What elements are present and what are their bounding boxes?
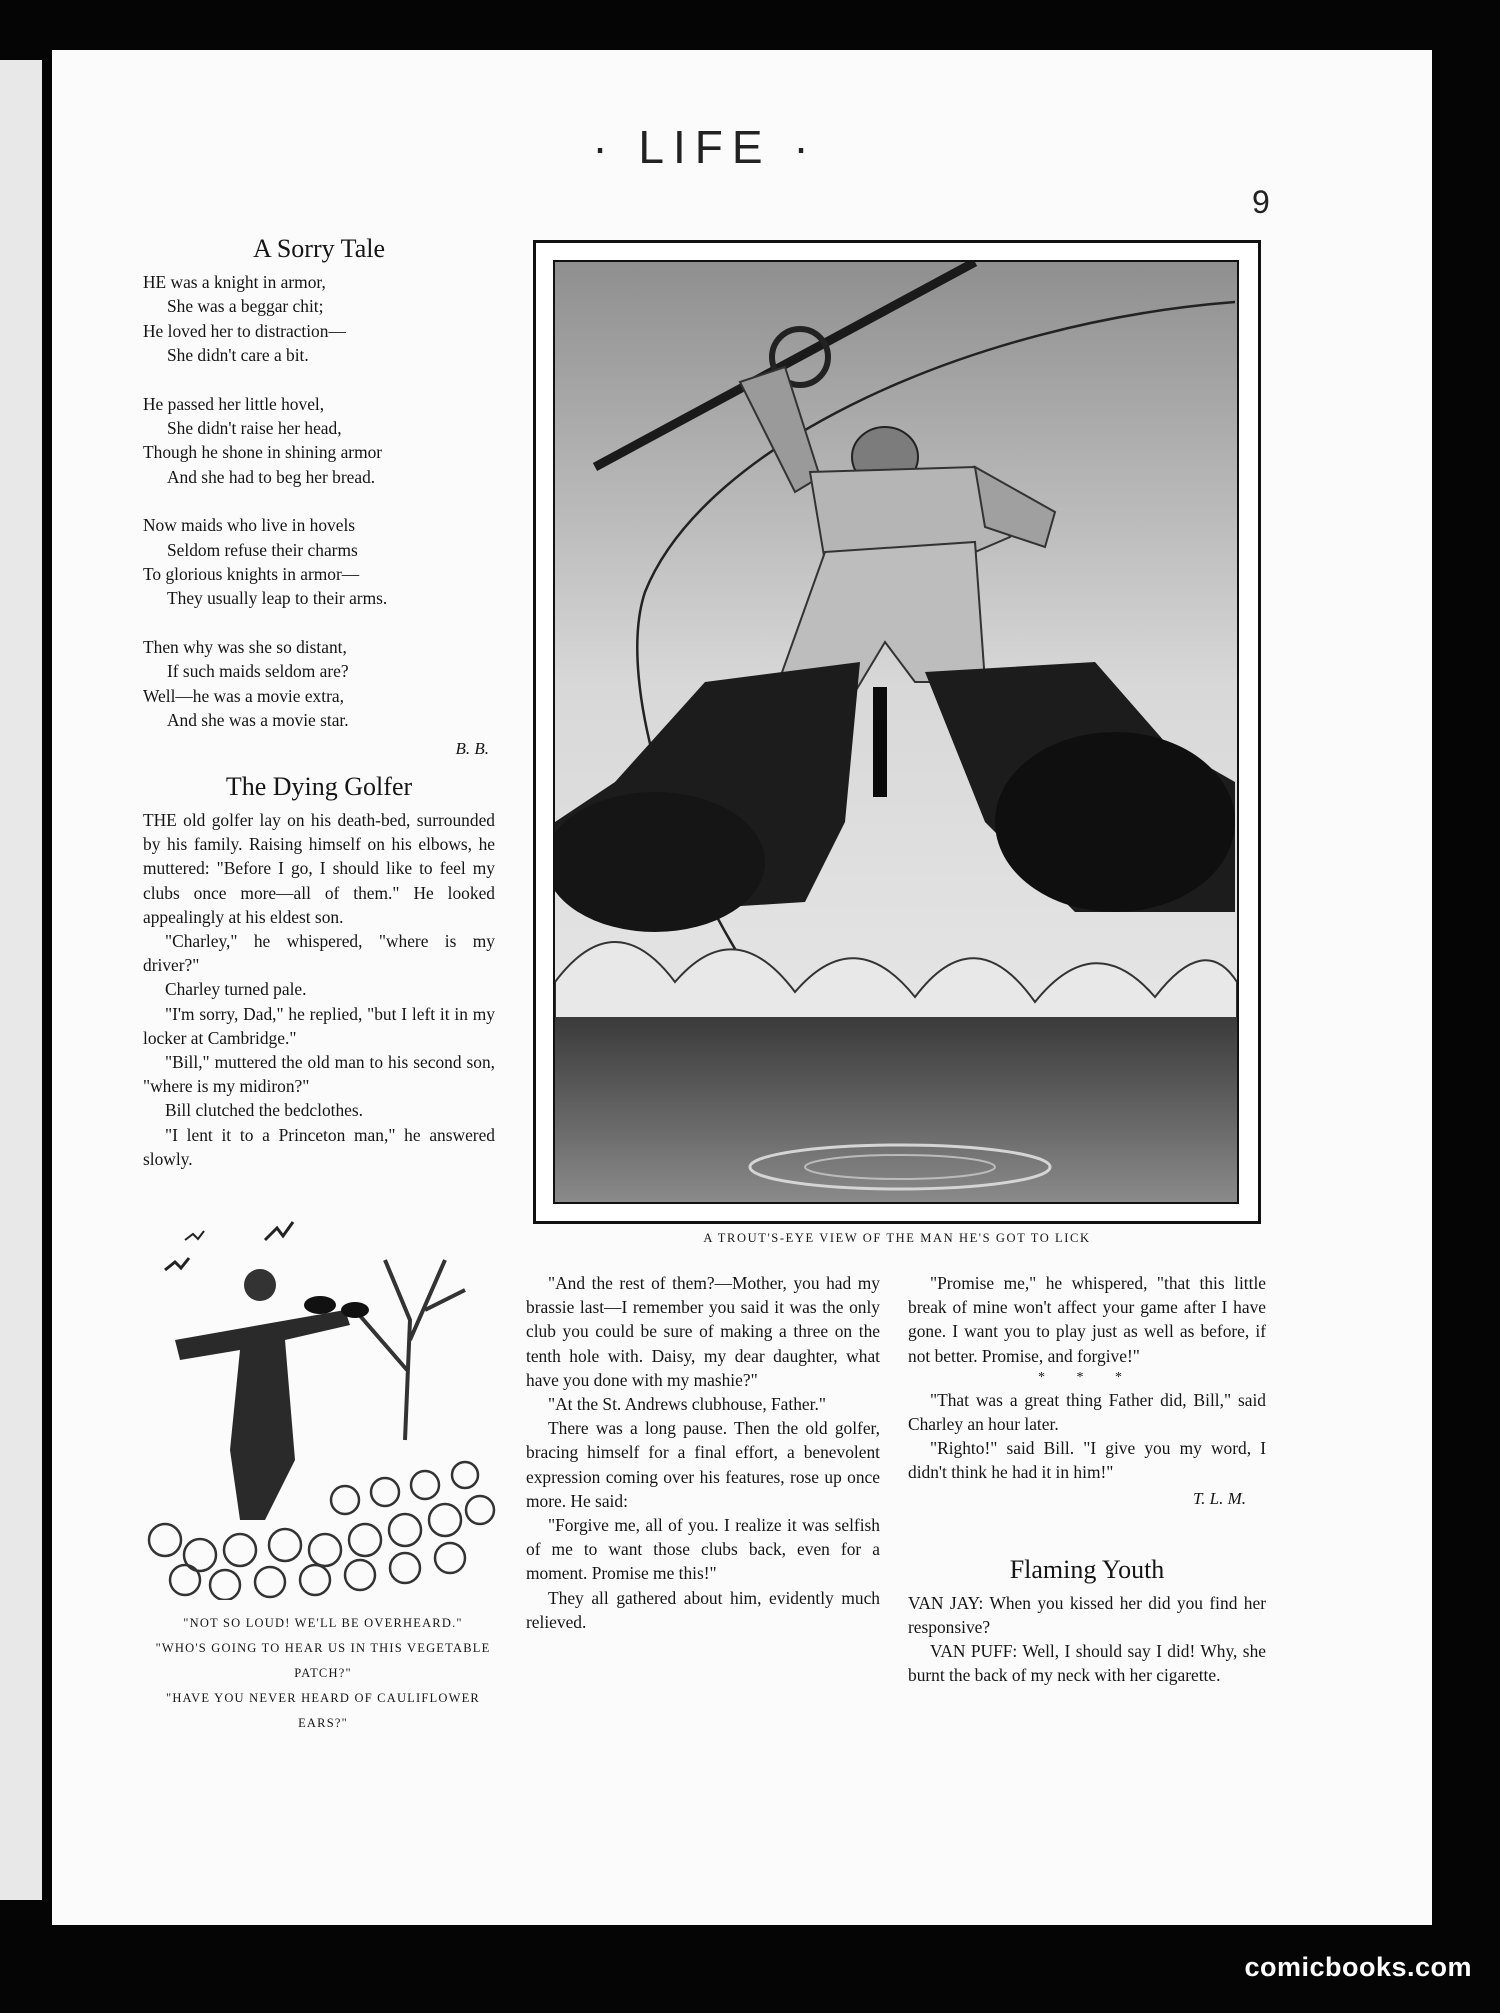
adjacent-page-edge xyxy=(0,60,48,1900)
masthead: · LIFE · xyxy=(592,121,818,173)
sorry-tale-poem xyxy=(143,270,495,733)
paragraph: They all gathered about him, evidently much relieved. xyxy=(526,1587,880,1632)
cartoon-caption xyxy=(143,1611,503,1736)
poem-line: He passed her little hovel, xyxy=(143,393,325,414)
poem-line: She didn't care a bit. xyxy=(167,345,309,366)
paragraph: "That was a great thing Father did, Bill," said Charley an hour later. xyxy=(908,1389,1266,1435)
dialogue-line: VAN PUFF: Well, I should say I did! Why, she burnt the back of my neck with her cigarette. xyxy=(908,1641,1266,1686)
section-break-stars: * * * xyxy=(1038,1369,1136,1385)
speaker: VAN PUFF: xyxy=(930,1641,1018,1662)
poem-line: And she was a movie star. xyxy=(167,710,349,731)
dying-golfer-col1 xyxy=(143,772,495,1171)
poem-line: She didn't raise her head, xyxy=(167,418,342,439)
poem-line: They usually leap to their arms. xyxy=(167,588,388,609)
sorry-tale xyxy=(143,234,495,759)
dialogue-line: VAN JAY: When you kissed her did you find her responsive? xyxy=(908,1592,1266,1637)
sorry-tale-signature: B. B. xyxy=(455,738,489,758)
paragraph: Bill clutched the bedclothes. xyxy=(165,1100,364,1121)
paragraph: "At the St. Andrews clubhouse, Father." xyxy=(548,1394,826,1415)
paragraph: "Charley," he whispered, "where is my driver?" xyxy=(143,931,495,976)
speaker: VAN JAY: xyxy=(908,1592,984,1613)
paragraph: "Promise me," he whispered, "that this little break of mine won't affect your game after I have gone. I want you to play just as well as before, if not better. Promise, and forgive!" xyxy=(908,1273,1266,1366)
stanza xyxy=(143,513,495,611)
poem-line: Though he shone in shining armor xyxy=(143,442,383,463)
trout-illustration-frame xyxy=(533,240,1261,1224)
trout-illustration xyxy=(553,260,1239,1204)
paragraph: "I'm sorry, Dad," he replied, "but I left it in my locker at Cambridge." xyxy=(143,1003,495,1048)
stanza xyxy=(143,270,495,368)
paragraph: THE old golfer lay on his death-bed, surrounded by his family. Raising himself on his elbows, he muttered: "Before I go, I should like to feel my clubs once more—all of them." He looked appealingly at his eldest son. xyxy=(143,810,495,927)
paragraph: There was a long pause. Then the old golfer, bracing himself for a final effort, a benevolent expression coming over his features, rose up once more. He said: xyxy=(526,1418,880,1511)
poem-line: HE was a knight in armor, xyxy=(143,272,326,292)
watermark: comicbooks.com xyxy=(1244,1952,1472,1982)
paragraph: "Bill," muttered the old man to his second son, "where is my midiron?" xyxy=(143,1052,495,1097)
paragraph: "And the rest of them?—Mother, you had my brassie last—I remember you said it was the only club you could be sure of making a three on the tenth hole with. Daisy, my dear daughter, what have you done with my mashie?" xyxy=(526,1273,880,1390)
caption-line: "HAVE YOU NEVER HEARD OF CAULIFLOWER EARS?" xyxy=(166,1691,480,1730)
dying-golfer-col3 xyxy=(908,1271,1266,1687)
poem-line: She was a beggar chit; xyxy=(167,296,324,317)
illustration-caption: A TROUT'S-EYE VIEW OF THE MAN HE'S GOT TO LICK xyxy=(703,1231,1091,1245)
flaming-youth-text xyxy=(908,1591,1266,1688)
poem-line: Well—he was a movie extra, xyxy=(143,685,344,706)
fisherman-drawing xyxy=(555,262,1237,1202)
paragraph: "Righto!" said Bill. "I give you my word, I didn't think he had it in him!" xyxy=(908,1438,1266,1483)
scarecrow-cartoon xyxy=(145,1200,500,1600)
paragraph: Charley turned pale. xyxy=(165,979,307,1000)
poem-line: He loved her to distraction— xyxy=(143,320,346,341)
stanza xyxy=(143,635,495,733)
dying-golfer-title: The Dying Golfer xyxy=(225,772,413,801)
stanza xyxy=(143,392,495,490)
poem-line: If such maids seldom are? xyxy=(167,661,349,682)
dying-golfer-col2 xyxy=(526,1271,880,1634)
poem-line: Then why was she so distant, xyxy=(143,636,347,657)
poem-line: And she had to beg her bread. xyxy=(167,466,376,487)
flaming-youth-title: Flaming Youth xyxy=(1009,1554,1165,1584)
poem-line: To glorious knights in armor— xyxy=(143,564,360,585)
caption-line: "WHO'S GOING TO HEAR US IN THIS VEGETABLE PATCH?" xyxy=(155,1641,491,1680)
poem-line: Now maids who live in hovels xyxy=(143,515,356,536)
dying-golfer-signature: T. L. M. xyxy=(1192,1488,1246,1508)
paragraph: "I lent it to a Princeton man," he answered slowly. xyxy=(143,1124,495,1169)
dying-golfer-text-1 xyxy=(143,808,495,1171)
scarecrow-drawing xyxy=(145,1200,500,1600)
paragraph: "Forgive me, all of you. I realize it was selfish of me to want those clubs back, even for a moment. Promise me this!" xyxy=(526,1515,880,1584)
sorry-tale-title: A Sorry Tale xyxy=(252,234,386,263)
poem-line: Seldom refuse their charms xyxy=(167,539,358,560)
page-number: 9 xyxy=(1252,184,1270,220)
caption-line: "NOT SO LOUD! WE'LL BE OVERHEARD." xyxy=(183,1616,463,1630)
